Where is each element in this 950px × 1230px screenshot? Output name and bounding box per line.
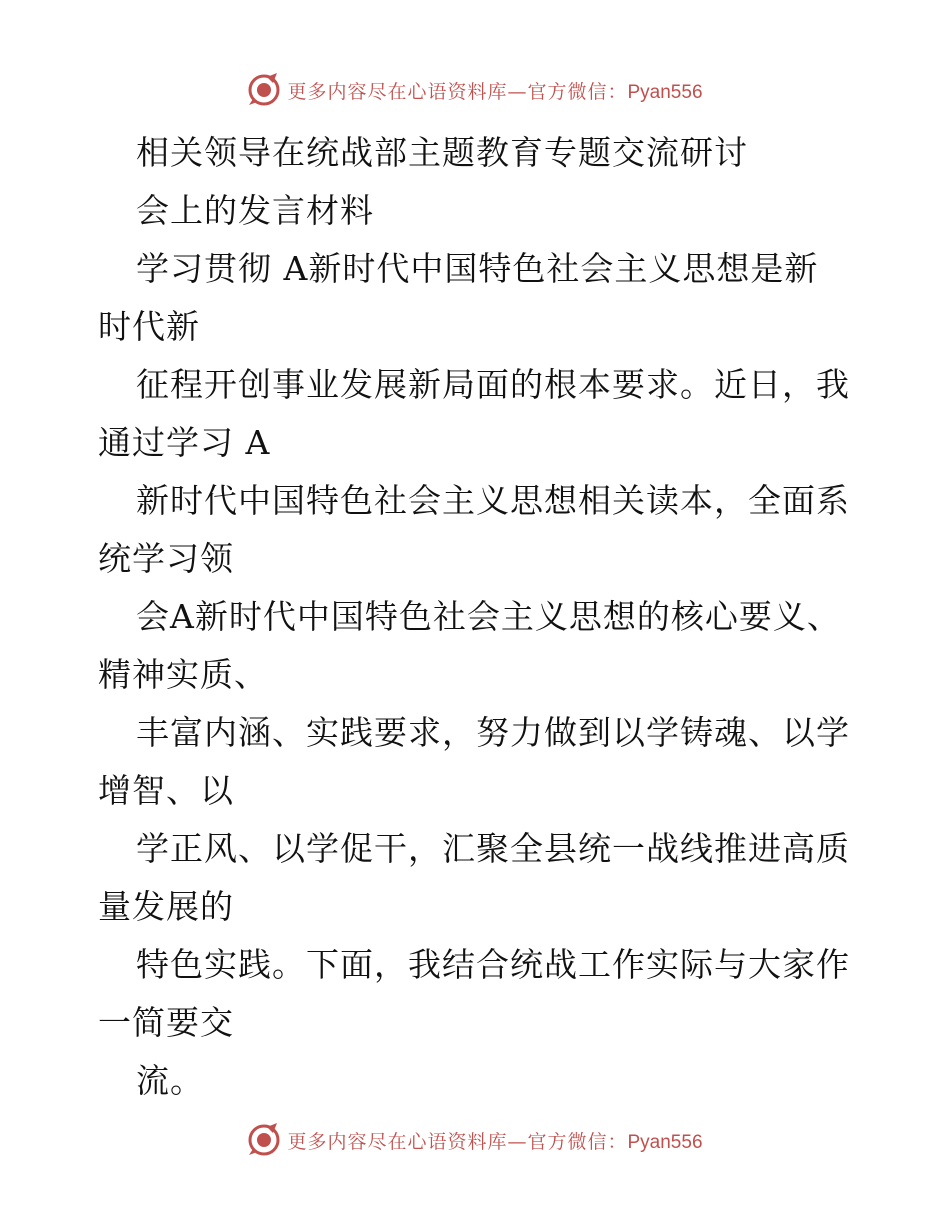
text-line: 学正风、以学促干，汇聚全县统一战线推进高质 (136, 829, 850, 868)
text-line: 学习贯彻 A新时代中国特色社会主义思想是新 (136, 249, 819, 288)
text-line: 精神实质、 (98, 655, 268, 694)
text-line: 相关领导在统战部主题教育专题交流研讨 (136, 133, 748, 172)
text-line: 会上的发言材料 (136, 191, 374, 230)
text-line: 增智、以 (98, 771, 234, 810)
text-line: 时代新 (98, 307, 200, 346)
pen-logo-icon (247, 73, 281, 107)
text-line: 丰富内涵、实践要求，努力做到以学铸魂、以学 (136, 713, 850, 752)
footer-watermark (0, 1120, 950, 1160)
text-line: 通过学习 A (98, 423, 271, 462)
text-line: 特色实践。下面，我结合统战工作实际与大家作 (136, 945, 850, 984)
text-line: 流。 (136, 1061, 204, 1100)
text-line: 新时代中国特色社会主义思想相关读本，全面系 (136, 481, 850, 520)
watermark-text: 更多内容尽在心语资料库—官方微信：Pyan556 (287, 80, 703, 103)
header-watermark (0, 70, 950, 110)
watermark-text: 更多内容尽在心语资料库—官方微信：Pyan556 (287, 1130, 703, 1153)
pen-logo-icon (247, 1123, 281, 1157)
text-line: 会A新时代中国特色社会主义思想的核心要义、 (136, 597, 841, 636)
text-line: 统学习领 (98, 539, 234, 578)
text-line: 一简要交 (98, 1003, 234, 1042)
text-line: 量发展的 (98, 887, 234, 926)
document-body (98, 124, 858, 1110)
text-line: 征程开创事业发展新局面的根本要求。近日，我 (136, 365, 850, 404)
